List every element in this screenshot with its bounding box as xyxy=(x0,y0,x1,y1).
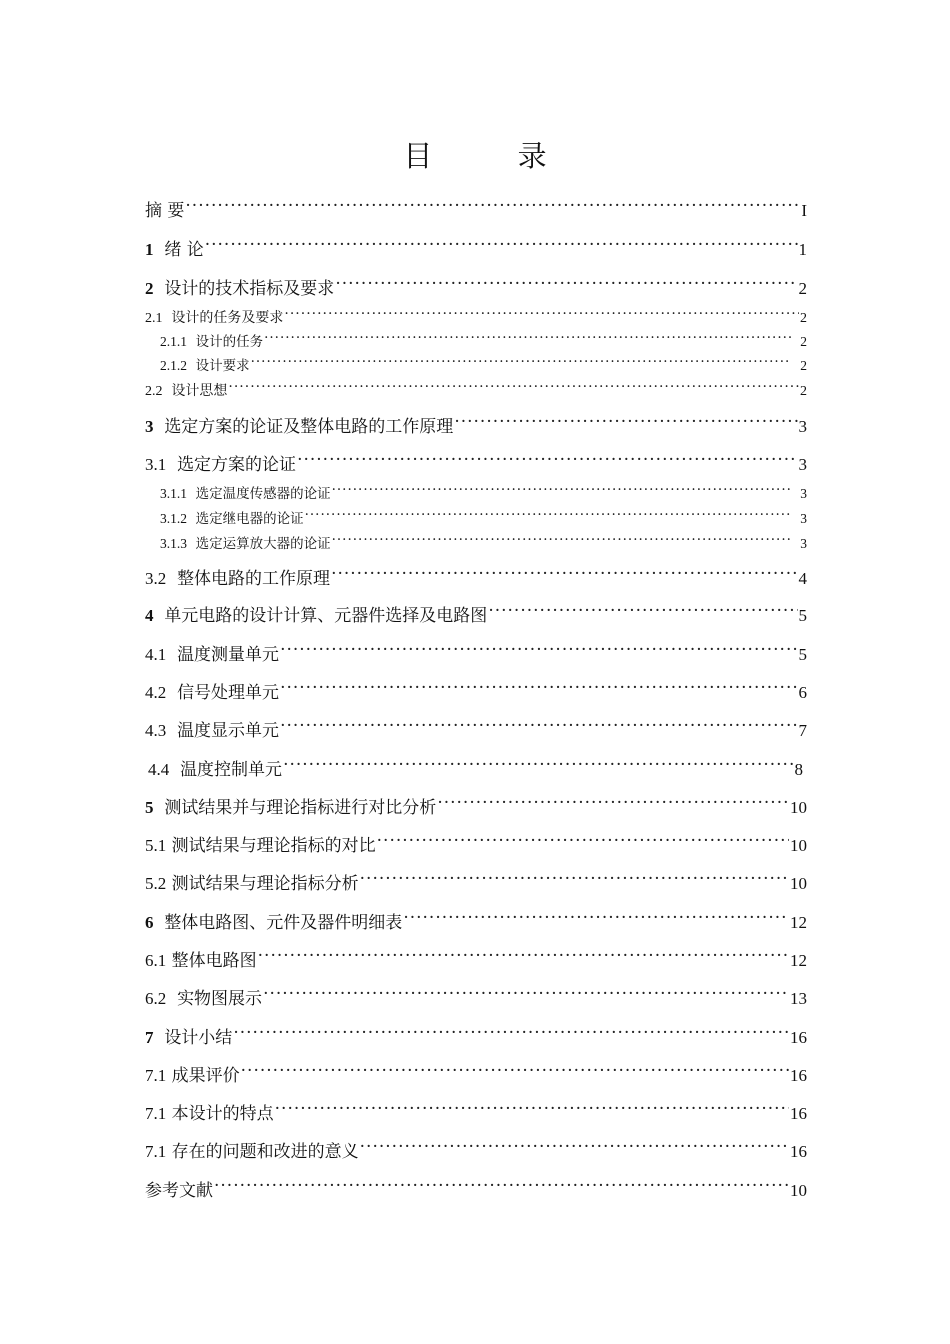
toc-entry-number: 5.2 xyxy=(145,874,167,893)
toc-entry-3-1[interactable] xyxy=(145,453,807,477)
toc-entry-number: 3.2 xyxy=(145,569,167,588)
toc-page-number: 12 xyxy=(790,951,807,970)
toc-page-number: 2 xyxy=(800,358,807,373)
toc-entry-number: 2 xyxy=(145,279,154,298)
toc-entry-2-2[interactable] xyxy=(145,381,807,401)
toc-entry-text: 测试结果并与理论指标进行对比分析 xyxy=(164,798,437,818)
toc-leader-dots xyxy=(214,1179,789,1196)
toc-entry-text: 选定继电器的论证 xyxy=(195,511,304,527)
toc-entry-3-1-1[interactable] xyxy=(160,484,807,504)
toc-entry-7[interactable] xyxy=(145,1026,807,1050)
toc-page-number: 1 xyxy=(798,240,807,259)
toc-leader-dots xyxy=(228,381,799,395)
toc-leader-dots xyxy=(280,681,797,698)
toc-page-number: 2 xyxy=(800,334,807,349)
toc-entry-number: 3.1 xyxy=(145,455,167,474)
toc-entry-2-1[interactable] xyxy=(145,308,807,328)
toc-entry-6[interactable] xyxy=(145,911,807,935)
toc-leader-dots xyxy=(205,238,798,255)
toc-page-number: 16 xyxy=(790,1142,807,1161)
toc-entry-5-1[interactable] xyxy=(145,834,807,858)
toc-leader-dots xyxy=(280,643,797,660)
toc-entry-number: 2.2 xyxy=(145,384,163,399)
toc-entry-number: 6.2 xyxy=(145,989,167,1008)
toc-entry-3-2[interactable] xyxy=(145,567,807,591)
toc-entry-number: 7.1 xyxy=(145,1066,167,1085)
toc-page-number: 3 xyxy=(800,486,807,501)
toc-entry-3-1-3[interactable] xyxy=(160,534,807,554)
toc-leader-dots xyxy=(280,719,797,736)
toc-entry-text: 单元电路的设计计算、元器件选择及电路图 xyxy=(164,606,488,626)
toc-entry-3-1-2[interactable] xyxy=(160,509,807,529)
toc-entry-4-3[interactable] xyxy=(145,719,807,743)
toc-entry-number: 1 xyxy=(145,240,154,259)
toc-entry-text: 设计的技术指标及要求 xyxy=(164,279,335,299)
toc-entry-number: 2.1.1 xyxy=(160,334,187,349)
toc-entry-text: 设计要求 xyxy=(195,358,250,374)
toc-entry-text: 测试结果与理论指标分析 xyxy=(171,874,359,894)
toc-leader-dots xyxy=(297,453,797,470)
toc-page-number: 6 xyxy=(798,683,807,702)
toc-entry-number: 2.1 xyxy=(145,311,163,326)
toc-leader-dots xyxy=(241,1064,789,1081)
toc-entry-number: 4.1 xyxy=(145,645,167,664)
page-title: 目 录 xyxy=(403,139,585,173)
toc-entry-4-2[interactable] xyxy=(145,681,807,705)
toc-entry-number: 4.2 xyxy=(145,683,167,702)
toc-leader-dots xyxy=(488,604,797,621)
toc-leader-dots xyxy=(305,510,792,524)
toc-entry-6-1[interactable] xyxy=(145,949,807,973)
toc-leader-dots xyxy=(331,567,797,584)
toc-leader-dots xyxy=(185,199,800,216)
toc-page-number: 5 xyxy=(798,606,807,625)
toc-entry-text: 选定方案的论证及整体电路的工作原理 xyxy=(164,417,454,437)
toc-entry-number: 7.1 xyxy=(145,1104,167,1123)
toc-page-number: 5 xyxy=(798,645,807,664)
toc-entry-number: 4.3 xyxy=(145,721,167,740)
toc-leader-dots xyxy=(332,535,792,549)
toc-page-number: 8 xyxy=(794,760,803,779)
toc-page-number: 4 xyxy=(798,569,807,588)
toc-entry-text: 摘 要 xyxy=(145,201,185,221)
toc-entry-text: 实物图展示 xyxy=(177,989,263,1009)
toc-entry-text: 信号处理单元 xyxy=(177,683,280,703)
toc-page-number: 12 xyxy=(790,913,807,932)
toc-leader-dots xyxy=(437,796,789,813)
toc-leader-dots xyxy=(233,1026,789,1043)
toc-leader-dots xyxy=(284,308,799,322)
toc-entry-text: 温度控制单元 xyxy=(180,760,283,780)
toc-entry-number: 3 xyxy=(145,417,154,436)
toc-entry-4-4[interactable] xyxy=(148,758,803,782)
toc-entry-1[interactable] xyxy=(145,238,807,262)
toc-page-number: I xyxy=(801,201,807,220)
toc-entry-4[interactable] xyxy=(145,604,807,628)
toc-entry-number: 4 xyxy=(145,606,154,625)
toc-entry-text: 设计小结 xyxy=(164,1028,233,1048)
toc-entry-4-1[interactable] xyxy=(145,643,807,667)
toc-entry-2[interactable] xyxy=(145,277,807,301)
toc-entry-7-1a[interactable] xyxy=(145,1064,807,1088)
toc-page-number: 10 xyxy=(790,1181,807,1200)
toc-entry-number: 3.1.1 xyxy=(160,486,187,501)
toc-entry-7-1c[interactable] xyxy=(145,1140,807,1164)
toc-entry-references[interactable] xyxy=(145,1179,807,1203)
toc-entry-text: 存在的问题和改进的意义 xyxy=(171,1142,359,1162)
toc-entry-abstract[interactable] xyxy=(145,199,807,223)
toc-page-number: 16 xyxy=(790,1028,807,1047)
toc-page-number: 16 xyxy=(790,1066,807,1085)
toc-leader-dots xyxy=(275,1102,789,1119)
toc-entry-text: 温度显示单元 xyxy=(177,721,280,741)
toc-entry-number: 3.1.2 xyxy=(160,511,187,526)
toc-leader-dots xyxy=(360,872,789,889)
toc-entry-number: 6.1 xyxy=(145,951,167,970)
toc-entry-text: 选定温度传感器的论证 xyxy=(195,486,331,502)
toc-entry-text: 本设计的特点 xyxy=(171,1104,274,1124)
toc-leader-dots xyxy=(360,1140,789,1157)
toc-page-number: 10 xyxy=(790,836,807,855)
toc-entry-number: 7 xyxy=(145,1028,154,1047)
toc-leader-dots xyxy=(377,834,789,851)
toc-leader-dots xyxy=(332,485,792,499)
toc-page-number: 10 xyxy=(790,798,807,817)
toc-page-number: 3 xyxy=(800,511,807,526)
toc-entry-number: 5.1 xyxy=(145,836,167,855)
toc-page-number: 3 xyxy=(800,536,807,551)
toc-page-number: 2 xyxy=(800,311,807,326)
toc-entry-text: 设计的任务及要求 xyxy=(171,310,284,326)
toc-page-number: 16 xyxy=(790,1104,807,1123)
toc-entry-7-1b[interactable] xyxy=(145,1102,807,1126)
toc-entry-text: 绪 论 xyxy=(164,240,204,260)
toc-entry-text: 温度测量单元 xyxy=(177,645,280,665)
toc-entry-text: 选定运算放大器的论证 xyxy=(195,536,331,552)
toc-entry-number: 4.4 xyxy=(148,760,170,779)
toc-page-number: 3 xyxy=(798,455,807,474)
toc-page-number: 7 xyxy=(798,721,807,740)
toc-entry-text: 整体电路的工作原理 xyxy=(177,569,331,589)
toc-leader-dots xyxy=(264,333,791,347)
toc-page-number: 2 xyxy=(800,384,807,399)
toc-entry-3[interactable] xyxy=(145,415,807,439)
toc-entry-5-2[interactable] xyxy=(145,872,807,896)
toc-leader-dots xyxy=(283,758,793,775)
toc-leader-dots xyxy=(251,357,792,371)
toc-entry-text: 设计的任务 xyxy=(195,334,264,350)
toc-entry-2-1-1[interactable] xyxy=(160,332,807,352)
toc-entry-text: 成果评价 xyxy=(171,1066,240,1086)
toc-entry-text: 整体电路图、元件及器件明细表 xyxy=(164,913,403,933)
toc-entry-text: 测试结果与理论指标的对比 xyxy=(171,836,376,856)
toc-page-number: 13 xyxy=(790,989,807,1008)
toc-page-number: 3 xyxy=(798,417,807,436)
toc-leader-dots xyxy=(454,415,797,432)
toc-page-number: 2 xyxy=(798,279,807,298)
toc-leader-dots xyxy=(403,911,789,928)
toc-entry-text: 设计思想 xyxy=(171,383,228,399)
toc-entry-text: 整体电路图 xyxy=(171,951,257,971)
toc-entry-2-1-2[interactable] xyxy=(160,356,807,376)
toc-entry-5[interactable] xyxy=(145,796,807,820)
toc-entry-number: 6 xyxy=(145,913,154,932)
toc-entry-number: 2.1.2 xyxy=(160,358,187,373)
toc-leader-dots xyxy=(263,987,789,1004)
toc-entry-text: 选定方案的论证 xyxy=(177,455,297,475)
toc-leader-dots xyxy=(335,277,797,294)
toc-entry-number: 7.1 xyxy=(145,1142,167,1161)
toc-entry-number: 3.1.3 xyxy=(160,536,187,551)
toc-page-number: 10 xyxy=(790,874,807,893)
toc-entry-6-2[interactable] xyxy=(145,987,807,1011)
toc-entry-text: 参考文献 xyxy=(145,1181,213,1201)
toc-entry-number: 5 xyxy=(145,798,154,817)
toc-leader-dots xyxy=(258,949,789,966)
